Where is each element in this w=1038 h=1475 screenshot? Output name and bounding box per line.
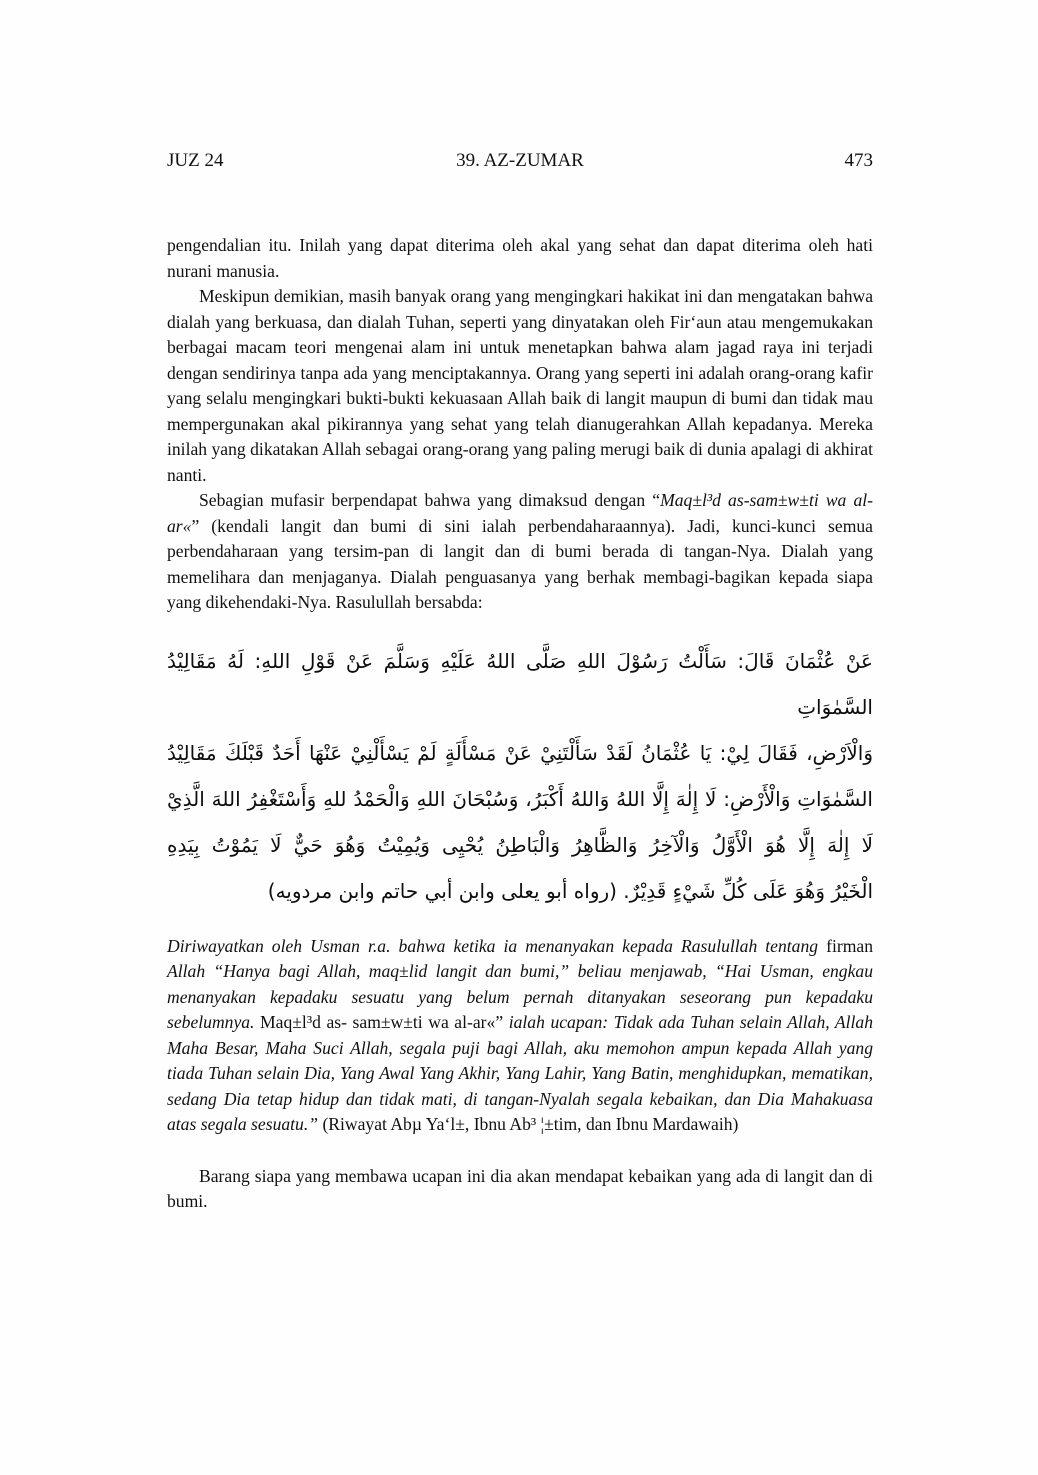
hadith-arabic-text — [167, 638, 873, 914]
arabic-line: السَّمٰوَاتِ وَالْأَرْضِ: لَا إِلٰهَ إِلَّا اللهُ وَاللهُ أَكْبَرُ، وَسُبْحَانَ اللهِ وَالْحَمْدُ للهِ وَأَسْتَغْفِرُ اللهَ الَّذِيْ — [167, 786, 873, 811]
translation-run-roman: firman — [826, 935, 873, 956]
paragraph-meskipun: Meskipun demikian, masih banyak orang yang mengingkari hakikat ini dan mengatakan bahwa dialah yang berkuasa, dan dialah Tuhan, seperti yang dinyatakan oleh Fir‘aun atau mengemukakan berbagai macam teori mengenai alam ini untuk menetapkan bahwa alam jagad raya ini terjadi dengan sendirinya tanpa ada yang menciptakannya. Orang yang seperti ini adalah orang-orang kafir yang selalu mengingkari bukti-bukti kekuasaan Allah baik di langit maupun di bumi dan tidak mau mempergunakan akal pikirannya yang sehat yang telah dianugerahkan Allah kepadanya. Mereka inilah yang dikatakan Allah sebagai orang-orang yang paling merugi baik di dunia apalagi di akhirat nanti. — [167, 286, 873, 485]
paragraph-closing: Barang siapa yang membawa ucapan ini dia akan mendapat kebaikan yang ada di langit dan di bumi. — [167, 1165, 873, 1211]
paragraph-mufasir-run3: ” (kendali langit dan bumi di sini ialah perbendaharaannya). Jadi, kunci-kunci semua perbendaharaan yang tersim-pan di langit dan di bumi berada di tangan-Nya. Dialah yang memelihara dan menjaganya. Dialah penguasanya yang berhak membagi-bagikan kepada siapa yang dikehendaki-Nya. Rasulullah bersabda: — [167, 515, 873, 612]
page-header — [167, 148, 873, 173]
translation-run-italic: Diriwayatkan oleh Usman r.a. bahwa ketika ia menanyakan kepada Rasulullah tentang — [167, 935, 827, 956]
arabic-line: وَالْاَرْضِ، فَقَالَ لِيْ: يَا عُثْمَانُ لَقَدْ سَأَلْتَنِيْ عَنْ مَسْأَلَةٍ لَمْ يَسْأَلْنِيْ عَنْهَا أَحَدٌ قَبْلَكَ مَقَالِيْدُ — [167, 740, 873, 765]
translation-run-italic: Allah “Hanya bagi Allah, maq±lid langit dan bumi,” beliau menjawab, “Hai Usman, engkau menanyakan kepadaku sesuatu yang belum pernah ditanyakan seseorang pun kepadaku sebelumnya. — [167, 961, 873, 1032]
translation-source-citation: (Riwayat Abµ Ya‘l±, Ibnu Ab³ ¦±tim, dan Ibnu Mardawaih) — [322, 1114, 739, 1134]
arabic-line: عَنْ عُثْمَانَ قَالَ: سَأَلْتُ رَسُوْلَ اللهِ صَلَّى اللهُ عَلَيْهِ وَسَلَّمَ عَنْ قَوْلِ اللهِ: لَهُ مَقَالِيْدُ السَّمٰوَاتِ — [167, 648, 873, 719]
paragraph-continuation: pengendalian itu. Inilah yang dapat diterima oleh akal yang sehat dan dapat diterima oleh hati nurani manusia. — [167, 235, 873, 281]
translation-run-italic: ialah ucapan: Tidak ada Tuhan selain Allah, Allah Maha Besar, Maha Suci Allah, segala puji bagi Allah, aku memohon ampun kepada Allah yang tiada Tuhan selain Dia, Yang Awal Yang Akhir, Yang Lahir, Yang Batin, menghidupkan, mematikan, sedang Dia tetap hidup dan tidak mati, di tangan-Nyalah segala kebaikan, dan Dia Mahakuasa atas segala sesuatu.” — [167, 1012, 873, 1134]
header-surah-title: 39. AZ-ZUMAR — [456, 150, 584, 171]
header-juz-label: JUZ 24 — [167, 150, 224, 171]
paragraph-mufasir — [167, 488, 873, 616]
paragraph-mufasir-run1: Sebagian mufasir berpendapat bahwa yang dimaksud dengan “ — [199, 490, 661, 510]
transliteration-term: Maq±l³d as-sam±w±ti wa al-ar« — [167, 490, 874, 536]
translation-term-roman: Maq±l³d as- sam±w±ti wa al-ar«” — [260, 1012, 509, 1032]
hadith-translation — [167, 934, 873, 1138]
arabic-line-last: الْخَيْرُ وَهُوَ عَلَى كُلِّ شَيْءٍ قَدِيْرٌ. (رواه أبو يعلى وابن أبي حاتم وابن مردويه) — [267, 878, 873, 903]
arabic-line: لَا إِلٰهَ إِلَّا هُوَ الْأَوَّلُ وَالْآخِرُ وَالظَّاهِرُ وَالْبَاطِنُ يُحْيِى وَيُمِيْتُ وَهُوَ حَيٌّ لَا يَمُوْتُ بِيَدِهِ — [167, 832, 873, 857]
header-page-number: 473 — [844, 150, 873, 171]
